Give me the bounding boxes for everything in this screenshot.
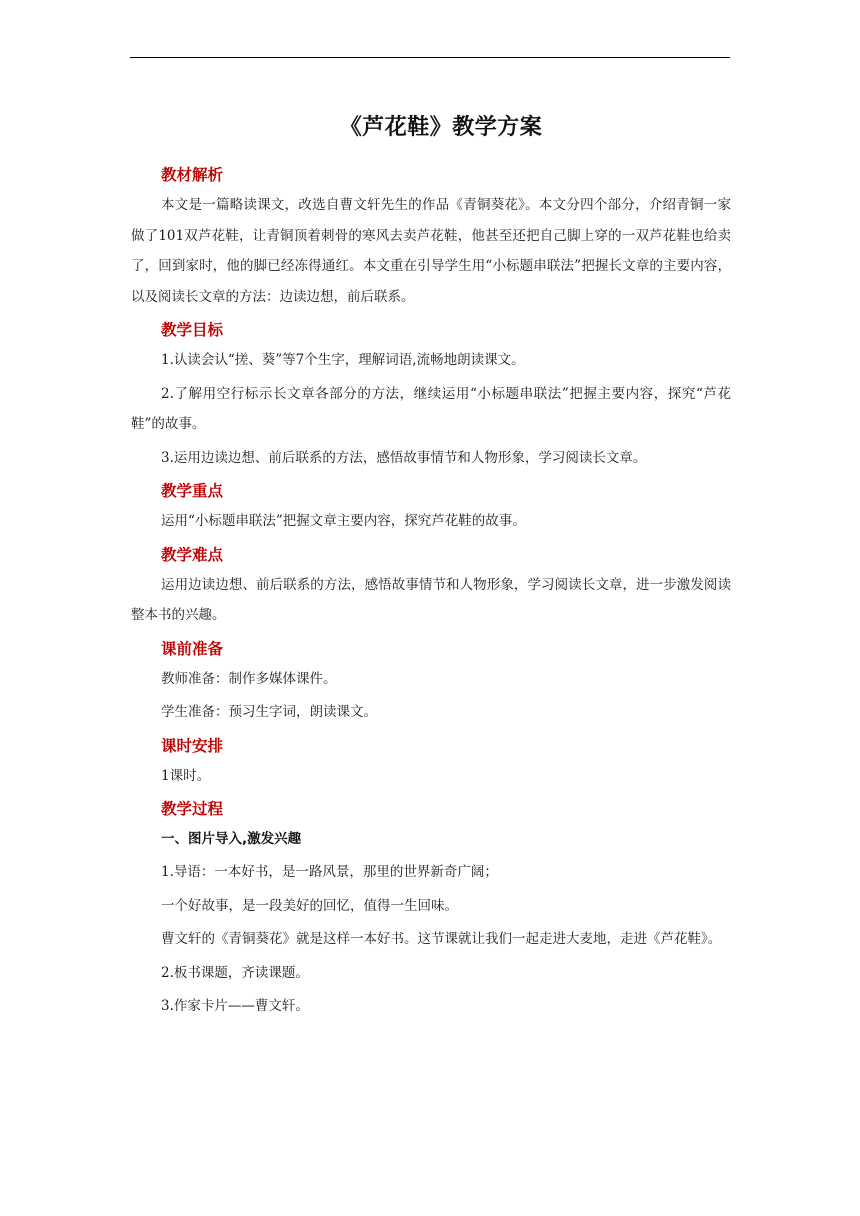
- goal-item-3: 3.运用边读边想、前后联系的方法，感悟故事情节和人物形象，学习阅读长文章。: [161, 449, 647, 466]
- analysis-paragraph: 本文是一篇略读课文，改选自曹文轩先生的作品《青铜葵花》。本文分四个部分，介绍青铜一家做了101双芦花鞋，让青铜顶着刺骨的寒风去卖芦花鞋，他甚至还把自己脚上穿的一双芦花鞋也给卖了，回到家时，他的脚已经冻得通红。本文重在引导学生用“小标题串联法”把握长文章的主要内容，以及阅读长文章的方法：边读边想，前后联系。: [131, 197, 731, 305]
- process-line-3: 曹文轩的《青铜葵花》就是这样一本好书。这节课就让我们一起走进大麦地，走进《芦花鞋》。: [161, 931, 722, 947]
- document-title: 《芦花鞋》教学方案: [339, 115, 543, 140]
- student-preparation: 学生准备：预习生字词，朗读课文。: [161, 704, 377, 720]
- section-heading-analysis: 教材解析: [161, 166, 224, 184]
- section-heading-preparation: 课前准备: [161, 639, 224, 658]
- teacher-preparation: 教师准备：制作多媒体课件。: [161, 670, 337, 687]
- goal-item-1: 1.认读会认“搓、葵”等7个生字，理解词语,流畅地朗读课文。: [161, 352, 525, 368]
- process-line-2: 一个好故事，是一段美好的回忆，值得一生回味。: [161, 897, 458, 914]
- process-line-4: 2.板书课题，齐读课题。: [161, 964, 309, 981]
- section-heading-process: 教学过程: [161, 800, 224, 818]
- process-step-1-title: 一、图片导入,激发兴趣: [161, 831, 302, 847]
- schedule-paragraph: 1课时。: [161, 767, 211, 784]
- header-rule: [130, 57, 730, 58]
- process-line-1: 1.导语：一本好书，是一路风景，那里的世界新奇广阔；: [161, 864, 498, 880]
- key-points-paragraph: 运用“小标题串联法”把握文章主要内容，探究芦花鞋的故事。: [161, 513, 526, 529]
- difficulties-paragraph: 运用边读边想、前后联系的方法，感悟故事情节和人物形象，学习阅读长文章，进一步激发阅读整本书的兴趣。: [131, 576, 731, 623]
- process-line-5: 3.作家卡片——曹文轩。: [161, 998, 309, 1014]
- section-heading-schedule: 课时安排: [161, 736, 224, 755]
- section-heading-goals: 教学目标: [161, 321, 224, 339]
- section-heading-key-points: 教学重点: [161, 482, 224, 500]
- goal-item-2: 2.了解用空行标示长文章各部分的方法，继续运用“小标题串联法”把握主要内容，探究“芦花鞋”的故事。: [131, 385, 731, 432]
- document-body: [131, 106, 731, 1025]
- section-heading-difficulties: 教学难点: [161, 545, 224, 564]
